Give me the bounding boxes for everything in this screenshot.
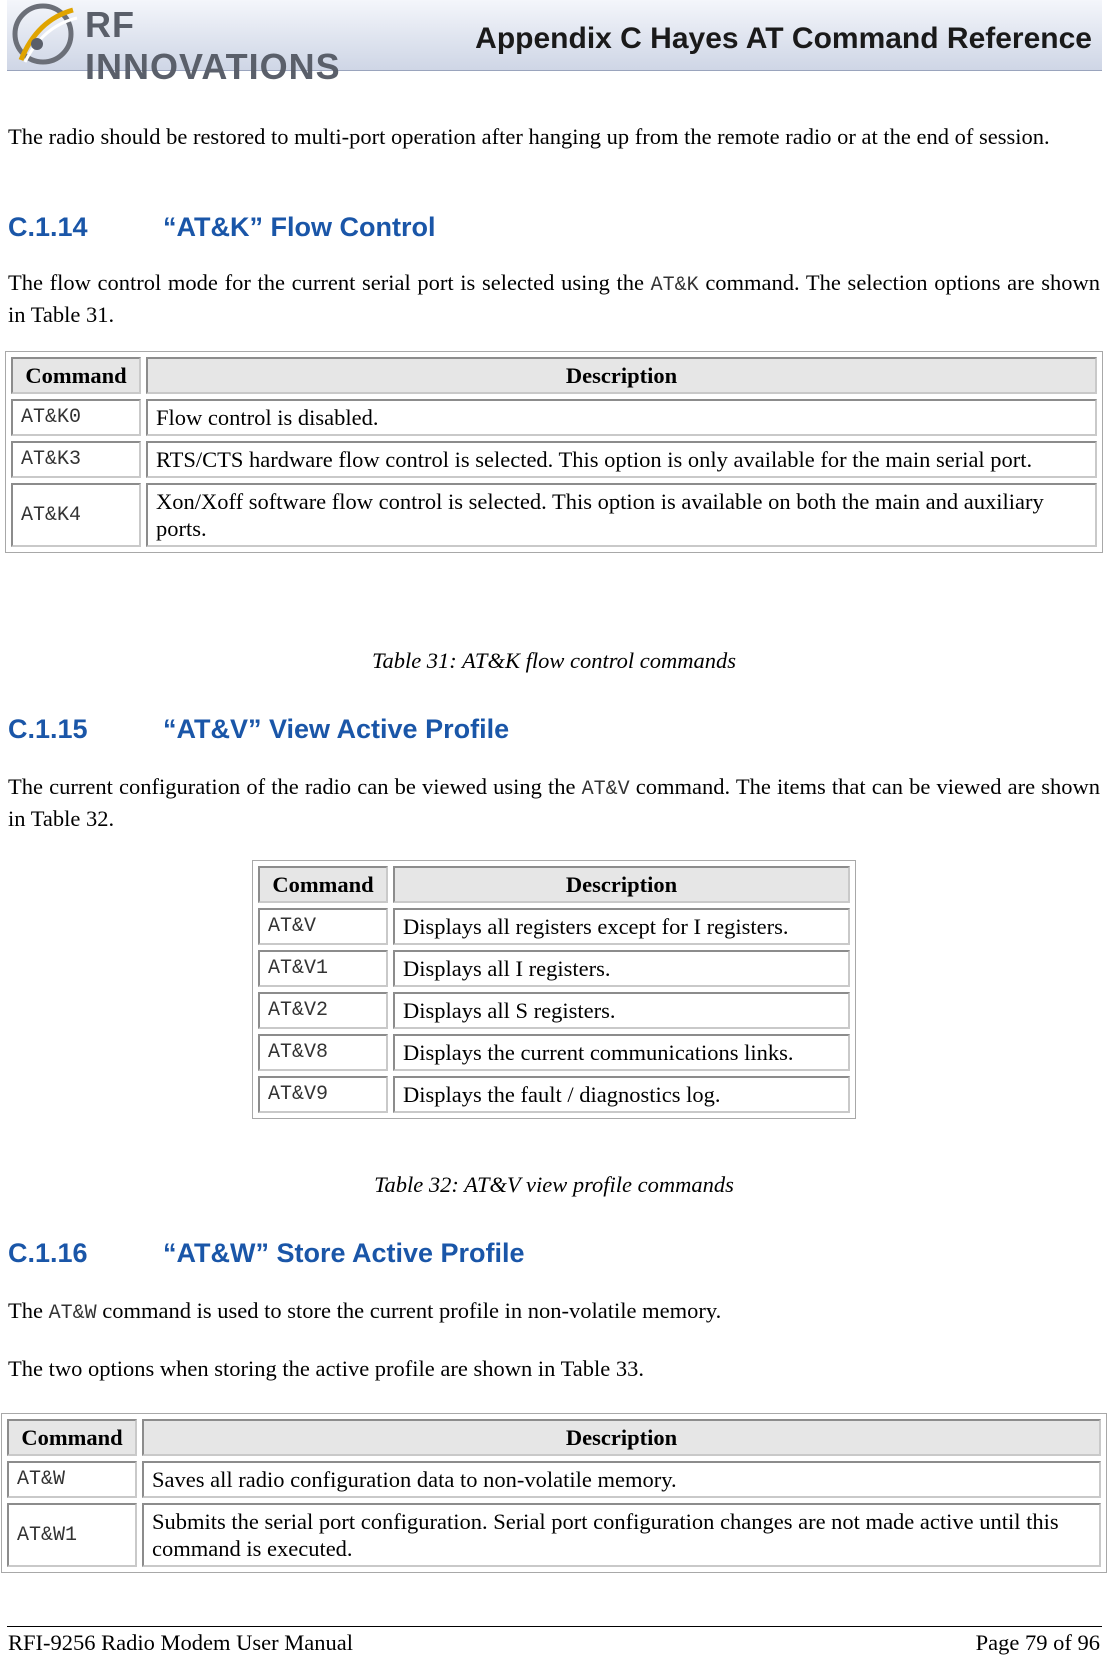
column-header-description: Description	[142, 1419, 1101, 1456]
section-title: “AT&K” Flow Control	[163, 212, 436, 242]
table-row	[11, 399, 1097, 436]
company-logo	[7, 0, 377, 87]
text-run: The current configuration of the radio can be viewed using the	[8, 774, 582, 799]
table-row	[258, 992, 850, 1029]
section-heading-c116	[8, 1238, 525, 1269]
table-row	[11, 483, 1097, 547]
section-heading-c114	[8, 212, 435, 243]
column-header-command: Command	[258, 866, 388, 903]
command-cell: AT&K3	[11, 441, 141, 478]
description-cell: Displays the fault / diagnostics log.	[393, 1076, 850, 1113]
table-row	[11, 441, 1097, 478]
table-row	[7, 1461, 1101, 1498]
antenna-arc-icon	[7, 0, 87, 68]
description-cell: Displays all registers except for I registers.	[393, 908, 850, 945]
command-cell: AT&W1	[7, 1503, 137, 1567]
command-cell: AT&V1	[258, 950, 388, 987]
column-header-description: Description	[146, 357, 1097, 394]
table-header-row	[7, 1419, 1101, 1456]
command-cell: AT&V9	[258, 1076, 388, 1113]
text-run: command. The selection options are shown in Table 31.	[8, 270, 1100, 327]
inline-code: AT&V	[581, 778, 630, 801]
text-run: command. The items that can be viewed are shown in Table 32.	[8, 774, 1100, 831]
logo-text: RF INNOVATIONS	[85, 4, 341, 87]
section-heading-c115	[8, 714, 509, 745]
column-header-command: Command	[7, 1419, 137, 1456]
table-row	[258, 950, 850, 987]
command-cell: AT&K0	[11, 399, 141, 436]
column-header-command: Command	[11, 357, 141, 394]
table-header-row	[11, 357, 1097, 394]
footer-page-number: Page 79 of 96	[975, 1630, 1100, 1655]
text-run: command is used to store the current profile in non-volatile memory.	[96, 1298, 722, 1323]
section-c116-paragraph-2: The two options when storing the active profile are shown in Table 33.	[8, 1356, 644, 1381]
description-cell: Displays the current communications links.	[393, 1034, 850, 1071]
page-header-title: Appendix C Hayes AT Command Reference	[475, 22, 1092, 55]
table-row	[258, 1076, 850, 1113]
command-cell: AT&V8	[258, 1034, 388, 1071]
section-title: “AT&V” View Active Profile	[163, 714, 510, 744]
inline-code: AT&W	[48, 1302, 97, 1325]
flow-control-table	[5, 351, 1103, 553]
text-run: The	[8, 1298, 49, 1323]
table-32-caption: Table 32: AT&V view profile commands	[374, 1172, 734, 1197]
command-cell: AT&V	[258, 908, 388, 945]
description-cell: Xon/Xoff software flow control is selected. This option is available on both the main and auxiliary ports.	[146, 483, 1097, 547]
inline-code: AT&K	[650, 274, 699, 297]
text-run: The flow control mode for the current serial port is selected using the	[8, 270, 651, 295]
description-cell: Submits the serial port configuration. Serial port configuration changes are not made active until this command is executed.	[142, 1503, 1101, 1567]
command-cell: AT&V2	[258, 992, 388, 1029]
section-number: C.1.14	[8, 212, 88, 242]
description-cell: Flow control is disabled.	[146, 399, 1097, 436]
table-31-caption: Table 31: AT&K flow control commands	[372, 648, 736, 673]
page-header	[7, 0, 1102, 87]
table-row	[258, 908, 850, 945]
table-row	[258, 1034, 850, 1071]
view-profile-table	[252, 860, 856, 1119]
description-cell: Displays all S registers.	[393, 992, 850, 1029]
section-c115-paragraph	[8, 772, 1100, 833]
table-header-row	[258, 866, 850, 903]
description-cell: RTS/CTS hardware flow control is selected. This option is only available for the main serial port.	[146, 441, 1097, 478]
column-header-description: Description	[393, 866, 850, 903]
footer-manual-title: RFI-9256 Radio Modem User Manual	[8, 1630, 353, 1655]
section-c114-paragraph	[8, 268, 1100, 329]
command-cell: AT&K4	[11, 483, 141, 547]
section-number: C.1.16	[8, 1238, 88, 1268]
description-cell: Saves all radio configuration data to non-volatile memory.	[142, 1461, 1101, 1498]
command-cell: AT&W	[7, 1461, 137, 1498]
section-c116-paragraph-1	[8, 1296, 1100, 1328]
section-number: C.1.15	[8, 714, 88, 744]
table-row	[7, 1503, 1101, 1567]
intro-paragraph: The radio should be restored to multi-port operation after hanging up from the remote radio or at the end of session.	[8, 124, 1050, 149]
description-cell: Displays all I registers.	[393, 950, 850, 987]
store-profile-table	[1, 1413, 1107, 1573]
section-title: “AT&W” Store Active Profile	[163, 1238, 525, 1268]
footer-divider	[7, 1626, 1102, 1627]
